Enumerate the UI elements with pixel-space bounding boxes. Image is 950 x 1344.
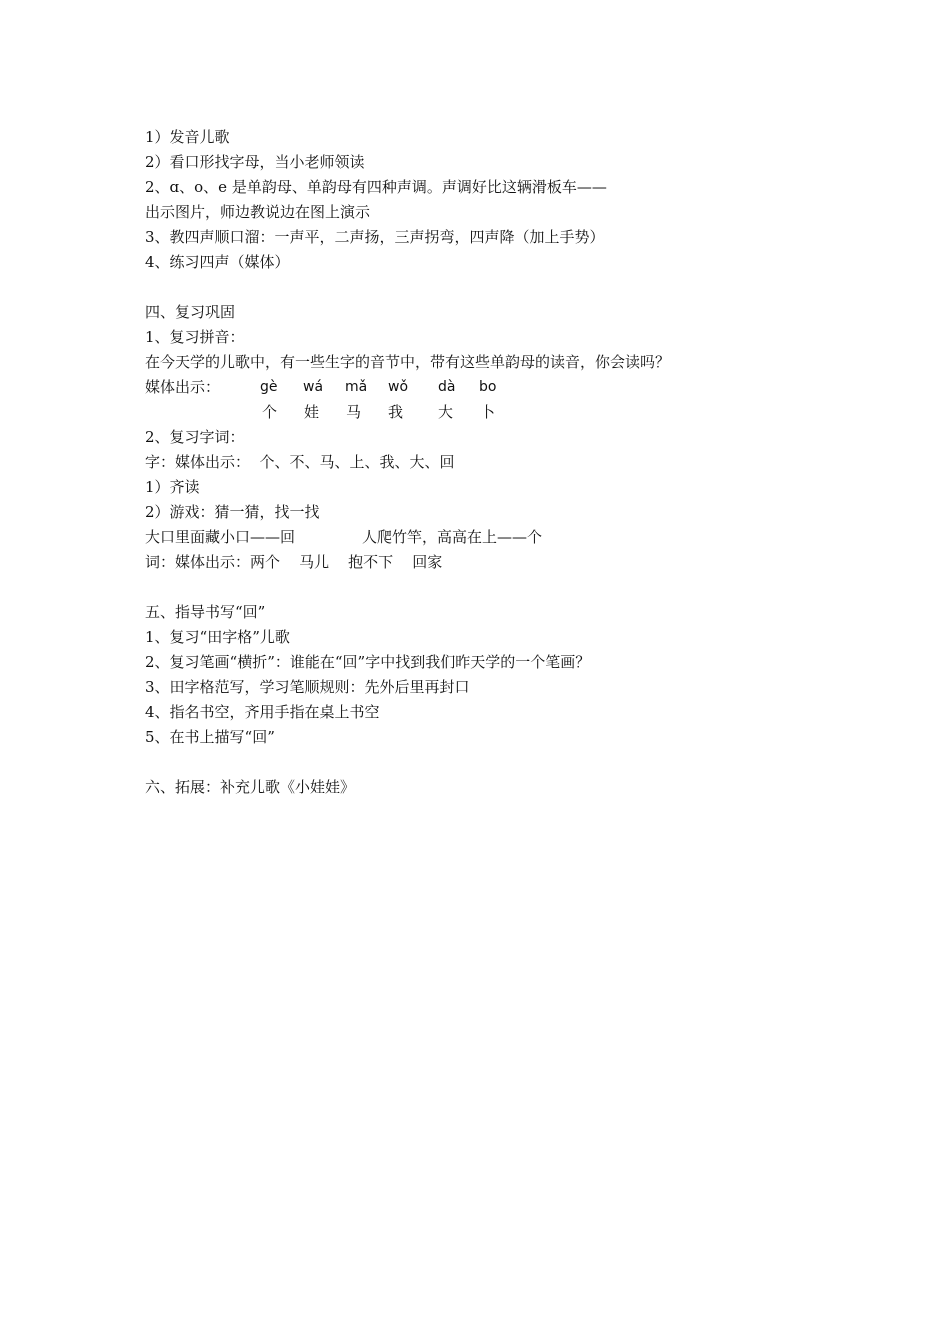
hanzi-character: 个: [262, 403, 278, 421]
text-line: 2）看口形找字母，当小老师领读: [145, 153, 365, 171]
pinyin-syllable: dà: [438, 379, 456, 395]
riddle: 人爬竹竿，高高在上——个: [362, 528, 543, 546]
hanzi-character: 马: [346, 403, 362, 421]
pinyin-syllable: mǎ: [345, 379, 368, 395]
riddle: 大口里面藏小口——回: [145, 528, 296, 546]
section-heading: 五、指导书写“回”: [145, 603, 266, 621]
text-line: 字：媒体出示： 个、不、马、上、我、大、回: [145, 453, 455, 471]
text-line: 在今天学的儿歌中，有一些生字的音节中，带有这些单韵母的读音，你会读吗？: [145, 353, 671, 371]
pinyin-syllable: bo: [479, 379, 497, 395]
text-line: 1、复习拼音：: [145, 328, 245, 346]
text-line: 出示图片，师边教说边在图上演示: [145, 203, 371, 221]
text-line: 2、ɑ、o、e 是单韵母、单韵母有四种声调。声调好比这辆滑板车——: [145, 178, 607, 196]
section-heading: 四、复习巩固: [145, 303, 236, 321]
pinyin-syllable: wá: [303, 379, 324, 395]
text-line: 4、练习四声（媒体）: [145, 253, 290, 271]
hanzi-character: 大: [438, 403, 454, 421]
text-line: 词：媒体出示：两个 马儿 抱不下 回家: [145, 553, 443, 571]
text-line: 5、在书上描写“回”: [145, 728, 275, 746]
text-line: 3、田字格范写，学习笔顺规则：先外后里再封口: [145, 678, 470, 696]
media-label: 媒体出示：: [145, 378, 221, 396]
pinyin-syllable: wǒ: [388, 379, 409, 395]
text-line: 2）游戏：猜一猜，找一找: [145, 503, 320, 521]
text-line: 1）齐读: [145, 478, 200, 496]
hanzi-character: 卜: [480, 403, 496, 421]
pinyin-syllable: gè: [260, 379, 278, 395]
text-line: 1）发音儿歌: [145, 128, 230, 146]
section-heading: 六、拓展：补充儿歌《小娃娃》: [145, 778, 356, 796]
hanzi-character: 我: [388, 403, 404, 421]
text-line: 1、复习“田字格”儿歌: [145, 628, 290, 646]
hanzi-character: 娃: [304, 403, 320, 421]
text-line: 2、复习字词：: [145, 428, 245, 446]
text-line: 3、教四声顺口溜：一声平，二声扬，三声拐弯，四声降（加上手势）: [145, 228, 605, 246]
text-line: 2、复习笔画“横折”：谁能在“回”字中找到我们昨天学的一个笔画？: [145, 653, 591, 671]
text-line: 4、指名书空，齐用手指在桌上书空: [145, 703, 380, 721]
